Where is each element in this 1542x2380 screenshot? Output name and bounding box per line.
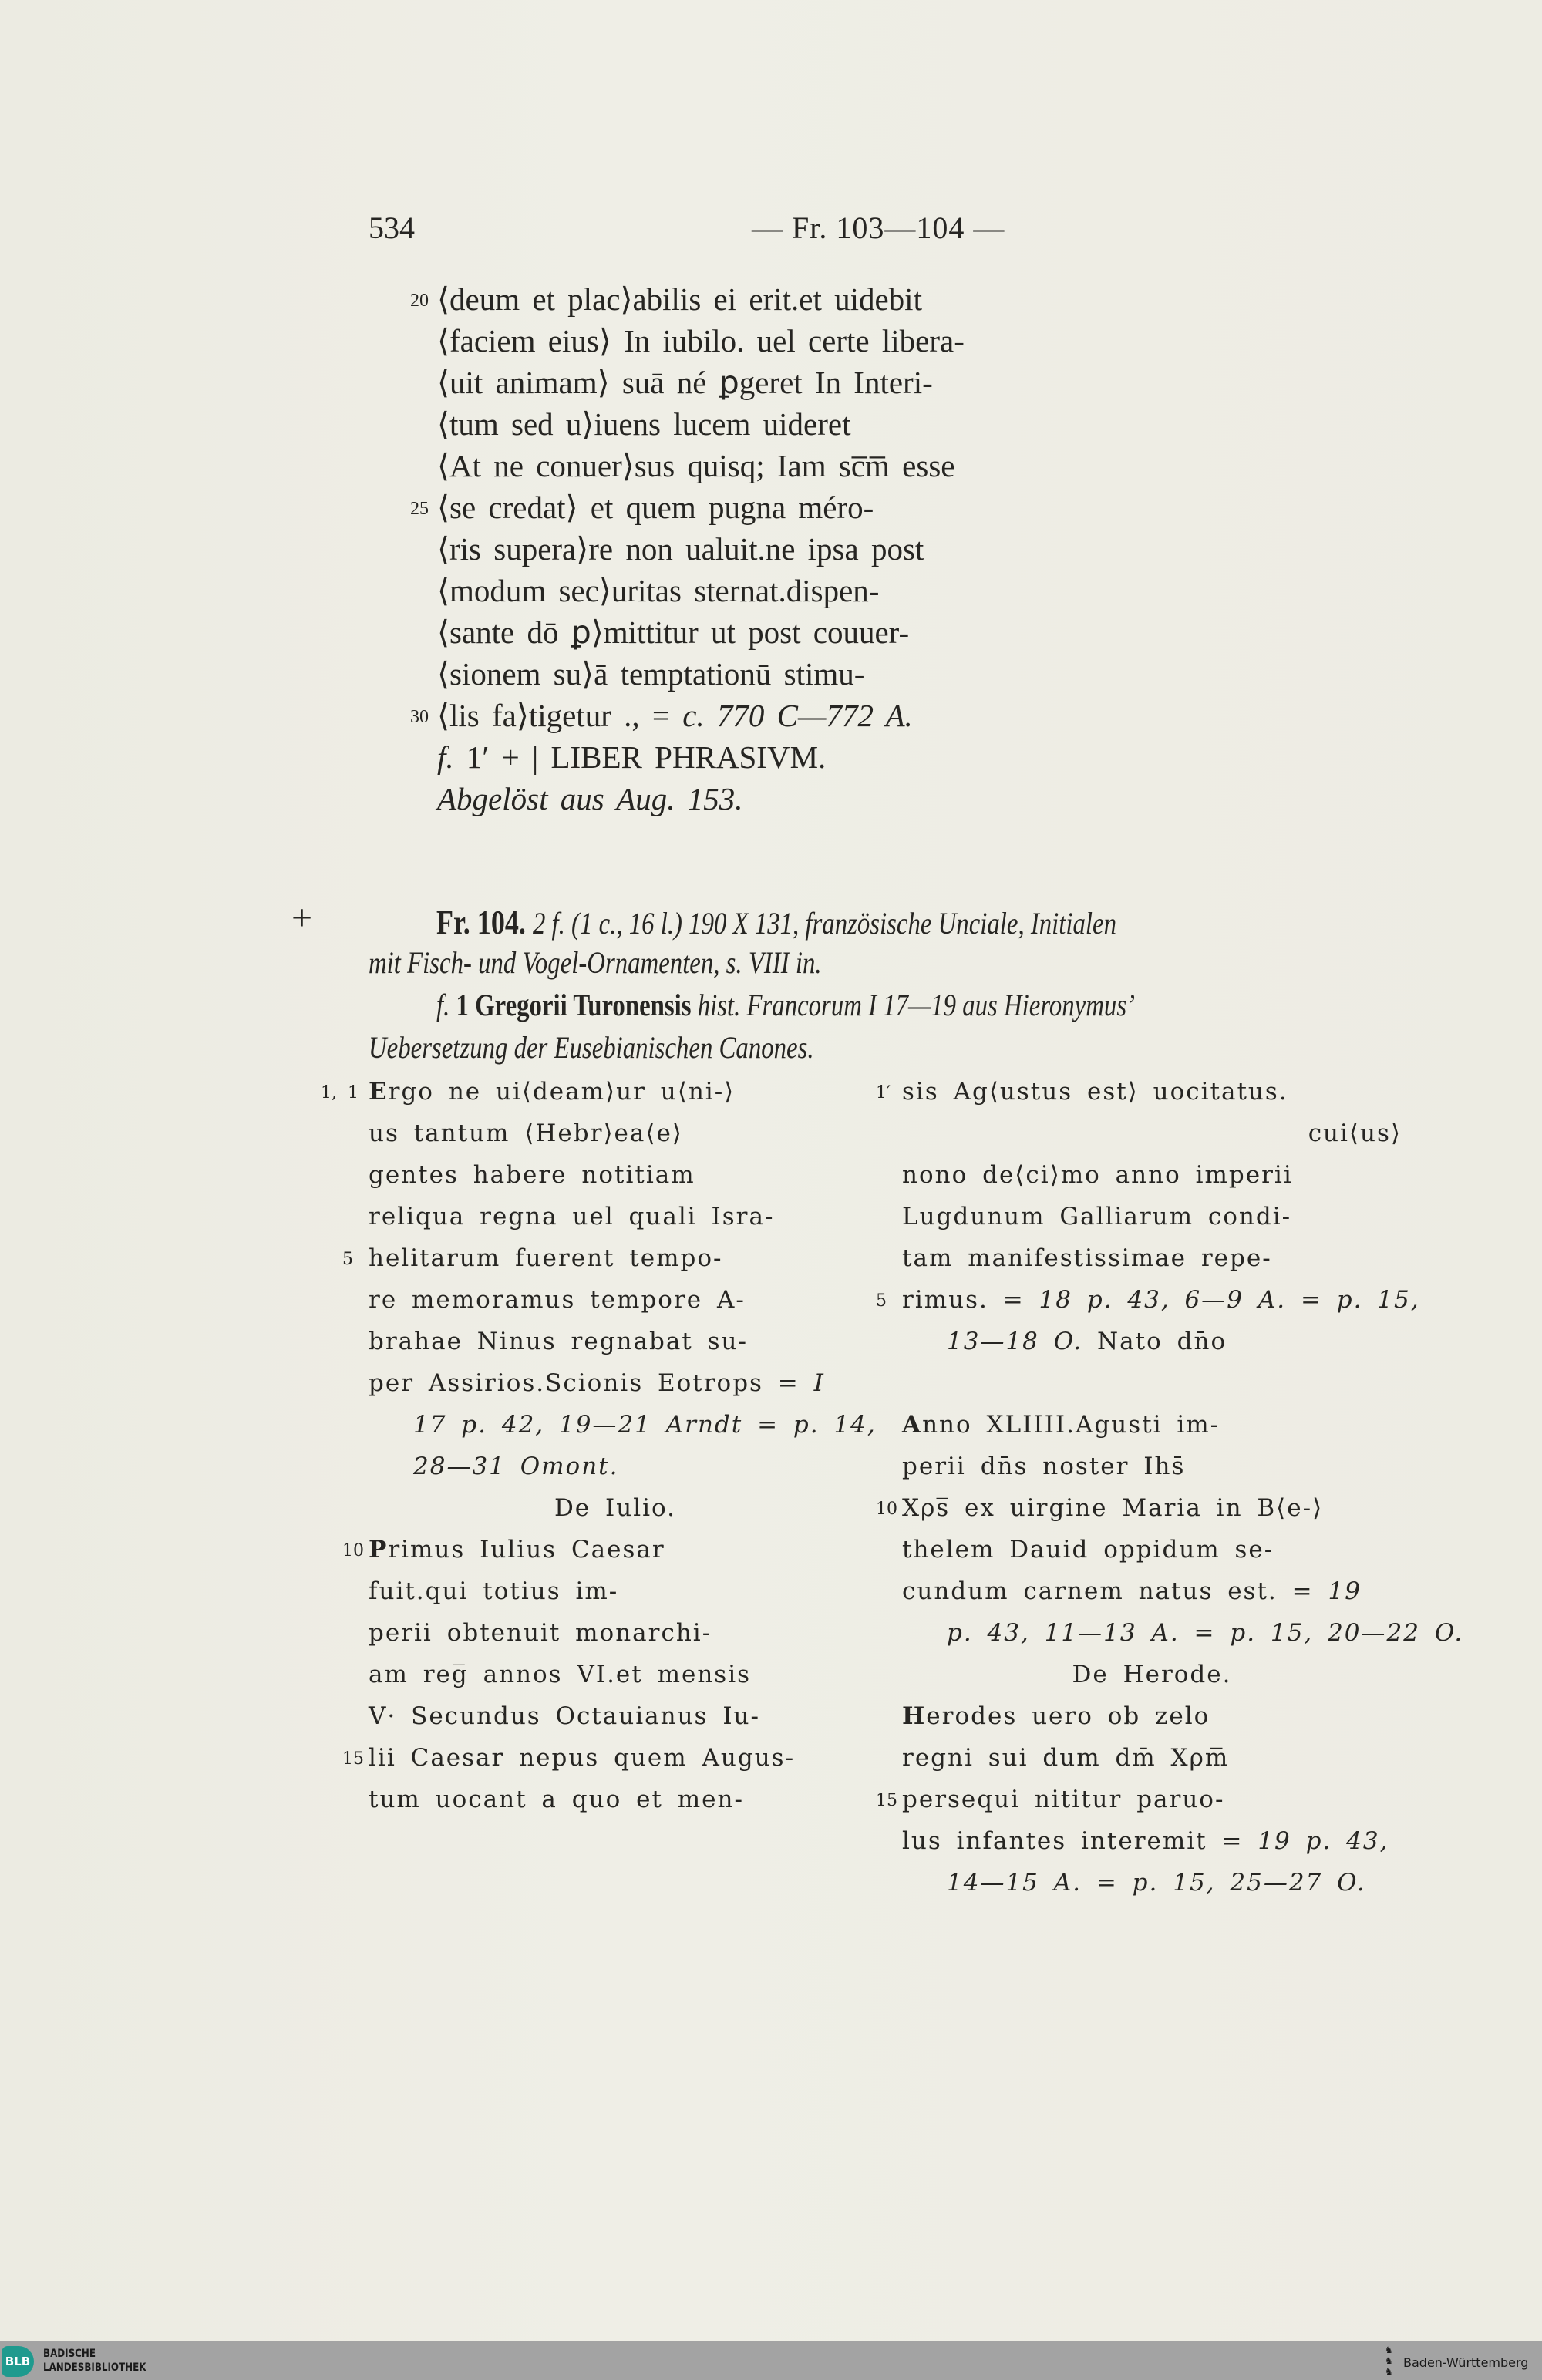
line-content bbox=[1072, 1661, 1232, 1688]
text-line bbox=[369, 1196, 862, 1237]
italic-text: f. bbox=[437, 739, 454, 775]
text-segment: nono de⟨ci⟩mo anno imperii bbox=[902, 1161, 1293, 1189]
line-content bbox=[947, 1869, 1366, 1897]
text-segment: perii dn̄s noster Ihs̄ bbox=[902, 1453, 1186, 1480]
text-line bbox=[902, 1654, 1402, 1695]
footer-bar bbox=[0, 2341, 1542, 2380]
text-line bbox=[437, 570, 965, 611]
line-content bbox=[369, 1536, 665, 1564]
line-content bbox=[902, 1577, 1362, 1605]
text-segment: sis Ag⟨ustus est⟩ uocitatus. bbox=[902, 1078, 1288, 1106]
text-segment: fuit.qui totius im- bbox=[369, 1577, 619, 1605]
text-segment: Xρs̅ ex uirgine Maria in B⟨e-⟩ bbox=[902, 1494, 1324, 1522]
text-segment: persequi nititur paruo- bbox=[902, 1786, 1225, 1813]
line-content bbox=[369, 1119, 683, 1147]
line-content bbox=[902, 1536, 1274, 1564]
text-line bbox=[369, 985, 1402, 1027]
line-content bbox=[369, 1744, 795, 1772]
text-line bbox=[876, 1487, 1402, 1529]
line-content bbox=[369, 1328, 748, 1355]
text-line bbox=[437, 736, 965, 778]
text-line bbox=[369, 1779, 862, 1820]
italic-text: 14—15 A. = p. 15, 25—27 O. bbox=[947, 1869, 1366, 1897]
line-content bbox=[947, 1619, 1463, 1647]
text-line bbox=[902, 1737, 1402, 1779]
bold-text: 1 Gregorii Turonensis bbox=[449, 988, 698, 1022]
left-column-text bbox=[321, 1071, 877, 1820]
line-content bbox=[902, 1411, 1220, 1439]
line-number: 15 bbox=[876, 1791, 897, 1810]
text-line bbox=[876, 1071, 1402, 1113]
italic-text: hist. Francorum I 17—19 aus Hieronymus’ bbox=[697, 988, 1136, 1022]
text-line bbox=[342, 1237, 862, 1279]
text-segment: cui⟨us⟩ bbox=[1308, 1119, 1402, 1147]
page-number: 534 bbox=[369, 210, 415, 245]
text-segment: ⟨lis fa⟩tigetur ., = bbox=[437, 698, 683, 733]
line-content bbox=[437, 573, 879, 608]
text-line bbox=[437, 445, 965, 486]
state-name: Baden-Württemberg bbox=[1403, 2355, 1529, 2370]
text-segment: reliqua regna uel quali Isra- bbox=[369, 1203, 775, 1230]
line-content bbox=[369, 1244, 723, 1272]
text-segment: ⟨faciem eius⟩ In iubilo. uel certe libera- bbox=[437, 323, 965, 359]
text-line bbox=[437, 320, 965, 362]
italic-text: mit Fisch- und Vogel-Ornamenten, s. VIII in. bbox=[369, 945, 822, 980]
text-line bbox=[369, 902, 1402, 942]
text-line bbox=[369, 1279, 862, 1321]
line-content bbox=[369, 942, 822, 984]
line-content bbox=[369, 1786, 744, 1813]
text-segment: ⟨se credat⟩ et quem pugna méro- bbox=[437, 490, 874, 525]
line-content bbox=[902, 1702, 1210, 1730]
line-content bbox=[554, 1494, 676, 1522]
line-content bbox=[437, 490, 874, 525]
text-segment: am reg̅ annos VI.et mensis bbox=[369, 1661, 752, 1688]
line-content bbox=[413, 1453, 619, 1480]
text-line bbox=[902, 1154, 1402, 1196]
line-content bbox=[437, 656, 864, 692]
text-line bbox=[902, 1820, 1402, 1862]
line-content bbox=[902, 1494, 1323, 1522]
line-number: 1′ bbox=[876, 1083, 891, 1102]
text-segment: rgo ne ui⟨deam⟩ur u⟨ni-⟩ bbox=[388, 1078, 736, 1106]
text-segment: re memoramus tempore A- bbox=[369, 1286, 746, 1314]
line-number: 25 bbox=[410, 499, 429, 519]
line-content bbox=[437, 781, 743, 816]
italic-text: f. bbox=[436, 988, 450, 1022]
text-segment: ⟨deum et plac⟩abilis ei erit.et uidebit bbox=[437, 281, 922, 317]
line-content bbox=[369, 1027, 814, 1069]
line-content bbox=[437, 698, 913, 733]
text-segment: De Iulio. bbox=[554, 1494, 677, 1522]
text-line bbox=[902, 1404, 1402, 1446]
line-number: 5 bbox=[342, 1250, 353, 1269]
text-segment: ⟨tum sed u⟩iuens lucem uideret bbox=[437, 406, 851, 442]
line-content bbox=[369, 1661, 751, 1688]
text-line bbox=[410, 486, 965, 528]
text-line bbox=[902, 1612, 1464, 1654]
text-segment: tum uocant a quo et men- bbox=[369, 1786, 744, 1813]
text-line bbox=[369, 1446, 862, 1487]
italic-text: 28—31 Omont. bbox=[413, 1453, 619, 1480]
text-segment: ⟨ris supera⟩re non ualuit.ne ipsa post bbox=[437, 531, 924, 567]
text-segment: erodes uero ob zelo bbox=[926, 1702, 1210, 1730]
text-line bbox=[876, 1779, 1402, 1820]
text-line bbox=[342, 1529, 862, 1570]
text-line bbox=[369, 1612, 862, 1654]
library-name[interactable] bbox=[43, 2347, 146, 2375]
text-line bbox=[902, 1362, 1402, 1404]
italic-text: p. 43, 11—13 A. = p. 15, 20—22 O. bbox=[947, 1619, 1464, 1647]
line-content bbox=[902, 1827, 1389, 1855]
line-content bbox=[902, 1744, 1229, 1772]
italic-text: Abgelöst aus Aug. 153. bbox=[437, 781, 743, 816]
line-number: 30 bbox=[410, 707, 429, 727]
bold-text: E bbox=[369, 1078, 389, 1106]
library-name-line2: LANDESBIBLIOTHEK bbox=[43, 2361, 146, 2374]
text-segment: ⟨sionem su⟩ā temptationū stimu- bbox=[437, 656, 865, 692]
line-number: 10 bbox=[876, 1500, 897, 1519]
text-segment: V· Secundus Octauianus Iu- bbox=[369, 1702, 760, 1730]
line-content bbox=[902, 1203, 1291, 1230]
text-segment: brahae Ninus regnabat su- bbox=[369, 1328, 748, 1355]
text-line bbox=[369, 942, 1402, 985]
library-name-line1: BADISCHE bbox=[43, 2348, 96, 2360]
line-content bbox=[369, 1286, 746, 1314]
text-segment: helitarum fuerent tempo- bbox=[369, 1244, 723, 1272]
text-line bbox=[902, 1862, 1402, 1904]
text-line bbox=[410, 695, 965, 736]
text-segment: gentes habere notitiam bbox=[369, 1161, 695, 1189]
text-segment: tam manifestissimae repe- bbox=[902, 1244, 1272, 1272]
text-segment: us tantum ⟨Hebr⟩ea⟨e⟩ bbox=[369, 1119, 683, 1147]
line-content bbox=[436, 985, 1135, 1026]
line-content bbox=[437, 448, 954, 483]
italic-text: 19 p. 43, bbox=[1258, 1827, 1389, 1855]
text-segment: 1′ + | LIBER PHRASIVM. bbox=[453, 739, 827, 775]
text-line bbox=[437, 653, 965, 695]
text-line bbox=[369, 1362, 862, 1404]
line-content bbox=[947, 1328, 1227, 1355]
text-segment: regni sui dum dm̄ Xρm̅ bbox=[902, 1744, 1230, 1772]
text-line bbox=[437, 611, 965, 653]
text-segment: thelem Dauid oppidum se- bbox=[902, 1536, 1274, 1564]
text-line bbox=[410, 278, 965, 320]
line-content bbox=[437, 739, 826, 775]
line-content bbox=[369, 1577, 618, 1605]
text-segment: ⟨uit animam⟩ suā né ꝑgeret In Interi- bbox=[437, 365, 933, 400]
blb-logo-icon[interactable]: BLB bbox=[2, 2346, 34, 2377]
text-segment: ⟨At ne conuer⟩sus quisq; Iam sc̅m̅ esse bbox=[437, 448, 955, 483]
text-segment: ⟨sante dō ꝑ⟩mittitur ut post couuer- bbox=[437, 614, 910, 650]
line-content bbox=[902, 1161, 1293, 1189]
fragment-104-description bbox=[369, 902, 1402, 1069]
line-content bbox=[369, 1203, 774, 1230]
text-line bbox=[369, 1321, 862, 1362]
text-line bbox=[902, 1321, 1402, 1362]
right-column-text bbox=[876, 1071, 1464, 1904]
text-line bbox=[437, 362, 965, 403]
text-line bbox=[321, 1071, 862, 1113]
text-line bbox=[369, 1487, 862, 1529]
text-segment: cundum carnem natus est. = bbox=[902, 1577, 1328, 1605]
text-segment: lus infantes interemit = bbox=[902, 1827, 1258, 1855]
bold-text: Fr. 104. bbox=[436, 904, 533, 941]
line-content bbox=[902, 1453, 1185, 1480]
text-segment: per Assirios.Scionis Eotrops = bbox=[369, 1369, 814, 1397]
text-line bbox=[369, 1695, 862, 1737]
text-line bbox=[902, 1446, 1402, 1487]
line-number: 10 bbox=[342, 1541, 364, 1560]
text-line bbox=[369, 1570, 862, 1612]
text-segment: ⟨modum sec⟩uritas sternat.dispen- bbox=[437, 573, 880, 608]
text-segment: lii Caesar nepus quem Augus- bbox=[369, 1744, 796, 1772]
text-line bbox=[902, 1529, 1402, 1570]
line-content bbox=[437, 323, 965, 359]
line-content bbox=[902, 1244, 1272, 1272]
fragment-103-text bbox=[410, 278, 965, 820]
text-line bbox=[902, 1196, 1402, 1237]
text-segment: rimus Iulius Caesar bbox=[388, 1536, 665, 1564]
text-segment: De Herode. bbox=[1072, 1661, 1232, 1688]
italic-text: I bbox=[813, 1369, 825, 1397]
text-line bbox=[437, 403, 965, 445]
line-content bbox=[1308, 1119, 1402, 1147]
line-content bbox=[902, 1078, 1288, 1106]
line-content bbox=[437, 281, 922, 317]
italic-text: 17 p. 42, 19—21 Arndt = p. 14, bbox=[413, 1411, 877, 1439]
lion-crest-icon: ♞ ♞ ♞ bbox=[1385, 2345, 1393, 2377]
bold-text: A bbox=[902, 1411, 923, 1439]
text-line bbox=[369, 1027, 1402, 1069]
text-segment: Lugdunum Galliarum condi- bbox=[902, 1203, 1292, 1230]
text-segment: perii obtenuit monarchi- bbox=[369, 1619, 712, 1647]
text-line bbox=[437, 778, 965, 820]
line-content bbox=[437, 531, 924, 567]
text-segment: Nato dn̄o bbox=[1082, 1328, 1227, 1355]
bold-text: P bbox=[369, 1536, 389, 1564]
running-title: — Fr. 103—104 — bbox=[752, 210, 1005, 245]
line-number: 5 bbox=[876, 1291, 887, 1311]
line-content bbox=[413, 1411, 877, 1439]
line-content bbox=[369, 1161, 695, 1189]
bold-text: H bbox=[902, 1702, 927, 1730]
line-content bbox=[437, 365, 933, 400]
line-content bbox=[902, 1786, 1224, 1813]
plus-mark: + bbox=[291, 897, 313, 938]
text-line bbox=[342, 1737, 862, 1779]
line-content bbox=[436, 902, 1116, 944]
text-line bbox=[902, 1570, 1402, 1612]
italic-text: 2 f. (1 c., 16 l.) 190 X 131, französische Unciale, Initialen bbox=[532, 906, 1116, 941]
text-line bbox=[876, 1279, 1420, 1321]
text-line bbox=[369, 1654, 862, 1695]
text-segment: rimus. = bbox=[902, 1286, 1039, 1314]
line-content bbox=[369, 1619, 712, 1647]
line-number: 20 bbox=[410, 291, 429, 311]
line-content bbox=[437, 614, 909, 650]
italic-text: Uebersetzung der Eusebianischen Canones. bbox=[369, 1030, 814, 1065]
italic-text: 18 p. 43, 6—9 A. = p. 15, bbox=[1039, 1286, 1420, 1314]
italic-text: 19 bbox=[1328, 1577, 1362, 1605]
text-line bbox=[902, 1237, 1402, 1279]
italic-text: c. 770 C—772 A. bbox=[682, 698, 913, 733]
text-segment: nno XLIIII.Agusti im- bbox=[922, 1411, 1220, 1439]
text-line bbox=[369, 1113, 862, 1154]
text-line bbox=[902, 1695, 1402, 1737]
text-line bbox=[369, 1404, 877, 1446]
line-content bbox=[369, 1702, 760, 1730]
line-content bbox=[902, 1286, 1420, 1314]
text-line bbox=[437, 528, 965, 570]
line-number: 15 bbox=[342, 1749, 364, 1769]
text-line bbox=[369, 1154, 862, 1196]
line-content bbox=[369, 1078, 735, 1106]
line-content bbox=[369, 1369, 825, 1397]
italic-text: 13—18 O. bbox=[947, 1328, 1083, 1355]
text-line bbox=[902, 1113, 1402, 1154]
line-content bbox=[437, 406, 850, 442]
line-number: 1, 1 bbox=[321, 1083, 359, 1102]
